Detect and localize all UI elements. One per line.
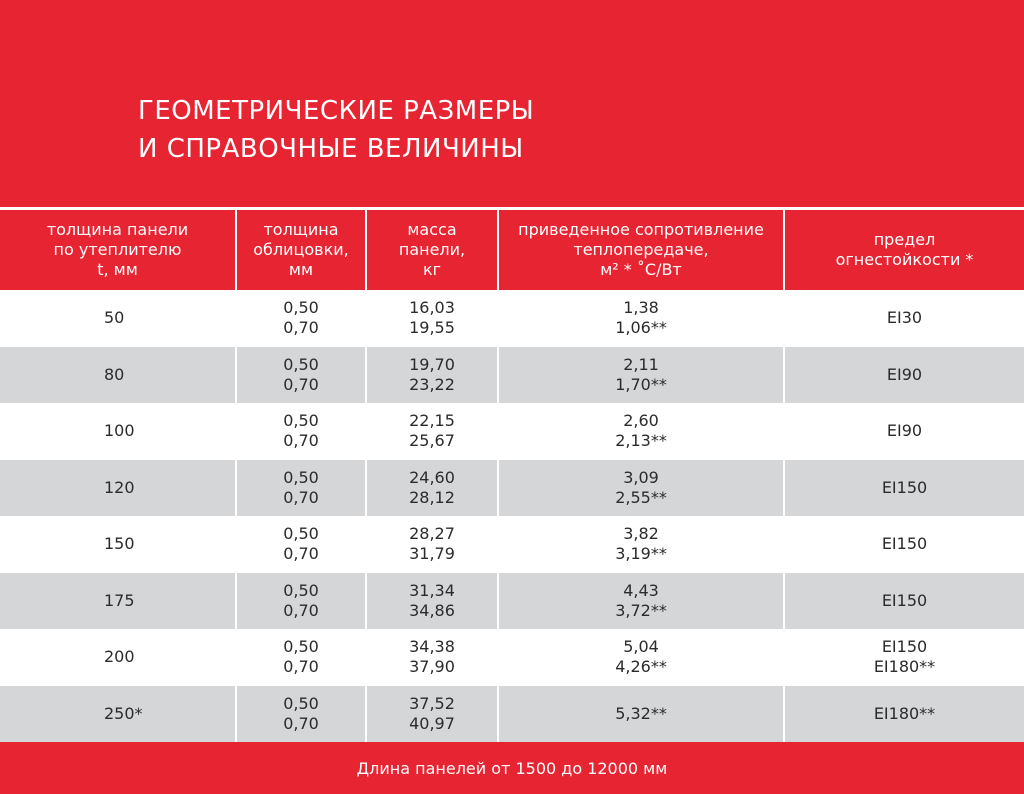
header-mass (366, 210, 498, 290)
cell-mass-value: 28,12 (409, 487, 455, 507)
header-thickness-line: t, мм (97, 260, 138, 279)
cell-cladding (236, 629, 366, 686)
table-header-row (0, 210, 1024, 290)
header-fire-rating-line: предел (873, 230, 936, 249)
header-thickness (0, 210, 236, 290)
header-resistance (498, 210, 784, 290)
cell-fire-rating-value: EI30 (886, 308, 923, 328)
header-banner (0, 0, 1024, 207)
cell-thickness: 175 (104, 590, 135, 610)
table-row (0, 403, 1024, 460)
cell-mass (366, 516, 498, 573)
table-header (0, 210, 1024, 290)
cell-mass (366, 686, 498, 743)
table-row (0, 686, 1024, 743)
cell-mass-value: 31,79 (409, 544, 455, 564)
header-mass-line: панели, (398, 240, 466, 259)
cell-mass-value: 37,52 (409, 693, 455, 713)
cell-cladding-value: 0,50 (283, 354, 319, 374)
header-fire-rating (784, 210, 1024, 290)
cell-mass-value: 28,27 (409, 524, 455, 544)
cell-cladding-value: 0,70 (283, 487, 319, 507)
cell-cladding (236, 516, 366, 573)
cell-resistance (498, 516, 784, 573)
cell-fire-rating (784, 460, 1024, 517)
header-cladding (236, 210, 366, 290)
cell-resistance (498, 347, 784, 404)
cell-mass (366, 460, 498, 517)
cell-fire-rating-value: EI90 (886, 421, 923, 441)
cell-fire-rating-value: EI180** (873, 657, 936, 677)
page-title-line-1: ГЕОМЕТРИЧЕСКИЕ РАЗМЕРЫ (138, 96, 535, 126)
cell-fire-rating-value: EI90 (886, 364, 923, 384)
page-title (138, 92, 534, 168)
cell-fire-rating (784, 347, 1024, 404)
cell-cladding (236, 460, 366, 517)
cell-resistance (498, 573, 784, 630)
cell-cladding-value: 0,50 (283, 693, 319, 713)
header-resistance-line: теплопередаче, (573, 240, 709, 259)
cell-mass-value: 23,22 (409, 374, 455, 394)
cell-cladding-value: 0,70 (283, 600, 319, 620)
cell-resistance-value: 3,09 (623, 467, 659, 487)
cell-resistance-value: 5,04 (623, 637, 659, 657)
cell-resistance-value: 5,32** (615, 703, 667, 723)
header-cladding-line: мм (288, 260, 314, 279)
cell-fire-rating (784, 573, 1024, 630)
cell-cladding (236, 290, 366, 347)
cell-cladding-value: 0,50 (283, 467, 319, 487)
cell-cladding-value: 0,50 (283, 580, 319, 600)
footer-text: Длина панелей от 1500 до 12000 мм (356, 758, 668, 778)
cell-resistance-value: 2,13** (615, 431, 667, 451)
cell-mass (366, 629, 498, 686)
table-row (0, 573, 1024, 630)
cell-mass-value: 19,70 (409, 354, 455, 374)
cell-resistance-value: 3,72** (615, 600, 667, 620)
cell-resistance-value: 3,82 (623, 524, 659, 544)
header-resistance-line: м² * ˚С/Вт (600, 260, 682, 279)
cell-cladding-value: 0,70 (283, 374, 319, 394)
cell-mass-value: 22,15 (409, 411, 455, 431)
cell-fire-rating-value: EI150 (881, 477, 928, 497)
header-cladding-line: толщина (263, 220, 339, 239)
cell-mass-value: 24,60 (409, 467, 455, 487)
cell-mass-value: 31,34 (409, 580, 455, 600)
header-thickness-line: толщина панели (46, 220, 189, 239)
cell-cladding (236, 686, 366, 743)
cell-thickness: 250* (104, 703, 143, 723)
cell-mass (366, 347, 498, 404)
footer-bar (0, 742, 1024, 794)
cell-mass-value: 25,67 (409, 431, 455, 451)
cell-fire-rating-value: EI150 (881, 637, 928, 657)
cell-resistance (498, 403, 784, 460)
specs-table (0, 210, 1024, 742)
cell-resistance-value: 2,60 (623, 411, 659, 431)
header-resistance-line: приведенное сопротивление (518, 220, 764, 239)
cell-resistance-value: 1,06** (615, 318, 667, 338)
cell-fire-rating (784, 516, 1024, 573)
cell-fire-rating-value: EI150 (881, 534, 928, 554)
cell-fire-rating (784, 629, 1024, 686)
cell-fire-rating-value: EI150 (881, 590, 928, 610)
table-row (0, 460, 1024, 517)
cell-resistance-value: 1,38 (623, 298, 659, 318)
cell-cladding-value: 0,70 (283, 431, 319, 451)
header-fire-rating-line: огнестойкости * (835, 250, 974, 269)
cell-thickness: 80 (104, 364, 125, 384)
cell-resistance-value: 2,11 (623, 354, 659, 374)
cell-resistance (498, 629, 784, 686)
cell-mass-value: 34,86 (409, 600, 455, 620)
cell-mass (366, 573, 498, 630)
header-cladding-line: облицовки, (253, 240, 349, 259)
cell-cladding-value: 0,50 (283, 524, 319, 544)
cell-resistance (498, 686, 784, 743)
cell-resistance-value: 1,70** (615, 374, 667, 394)
cell-thickness: 150 (104, 534, 135, 554)
header-mass-line: масса (407, 220, 457, 239)
divider (0, 207, 1024, 209)
table-body (0, 290, 1024, 742)
cell-cladding-value: 0,70 (283, 713, 319, 733)
table-row (0, 347, 1024, 404)
cell-thickness: 200 (104, 647, 135, 667)
cell-resistance-value: 4,43 (623, 580, 659, 600)
cell-thickness: 100 (104, 421, 135, 441)
cell-mass-value: 40,97 (409, 713, 455, 733)
table-row (0, 629, 1024, 686)
cell-mass-value: 37,90 (409, 657, 455, 677)
cell-cladding-value: 0,50 (283, 411, 319, 431)
cell-resistance-value: 4,26** (615, 657, 667, 677)
cell-cladding-value: 0,50 (283, 637, 319, 657)
cell-mass (366, 403, 498, 460)
cell-cladding-value: 0,70 (283, 544, 319, 564)
cell-cladding (236, 403, 366, 460)
cell-mass-value: 34,38 (409, 637, 455, 657)
cell-cladding-value: 0,70 (283, 657, 319, 677)
cell-resistance-value: 3,19** (615, 544, 667, 564)
cell-fire-rating-value: EI180** (873, 703, 936, 723)
cell-thickness: 50 (104, 308, 125, 328)
cell-cladding (236, 347, 366, 404)
table-row (0, 516, 1024, 573)
table-row (0, 290, 1024, 347)
page-title-line-2: И СПРАВОЧНЫЕ ВЕЛИЧИНЫ (138, 134, 524, 164)
cell-resistance (498, 290, 784, 347)
cell-resistance (498, 460, 784, 517)
cell-fire-rating (784, 686, 1024, 743)
cell-cladding (236, 573, 366, 630)
cell-mass (366, 290, 498, 347)
cell-mass-value: 19,55 (409, 318, 455, 338)
cell-resistance-value: 2,55** (615, 487, 667, 507)
cell-mass-value: 16,03 (409, 298, 455, 318)
header-thickness-line: по утеплителю (53, 240, 182, 259)
cell-cladding-value: 0,70 (283, 318, 319, 338)
cell-thickness: 120 (104, 477, 135, 497)
cell-fire-rating (784, 403, 1024, 460)
cell-cladding-value: 0,50 (283, 298, 319, 318)
header-mass-line: кг (422, 260, 442, 279)
cell-fire-rating (784, 290, 1024, 347)
